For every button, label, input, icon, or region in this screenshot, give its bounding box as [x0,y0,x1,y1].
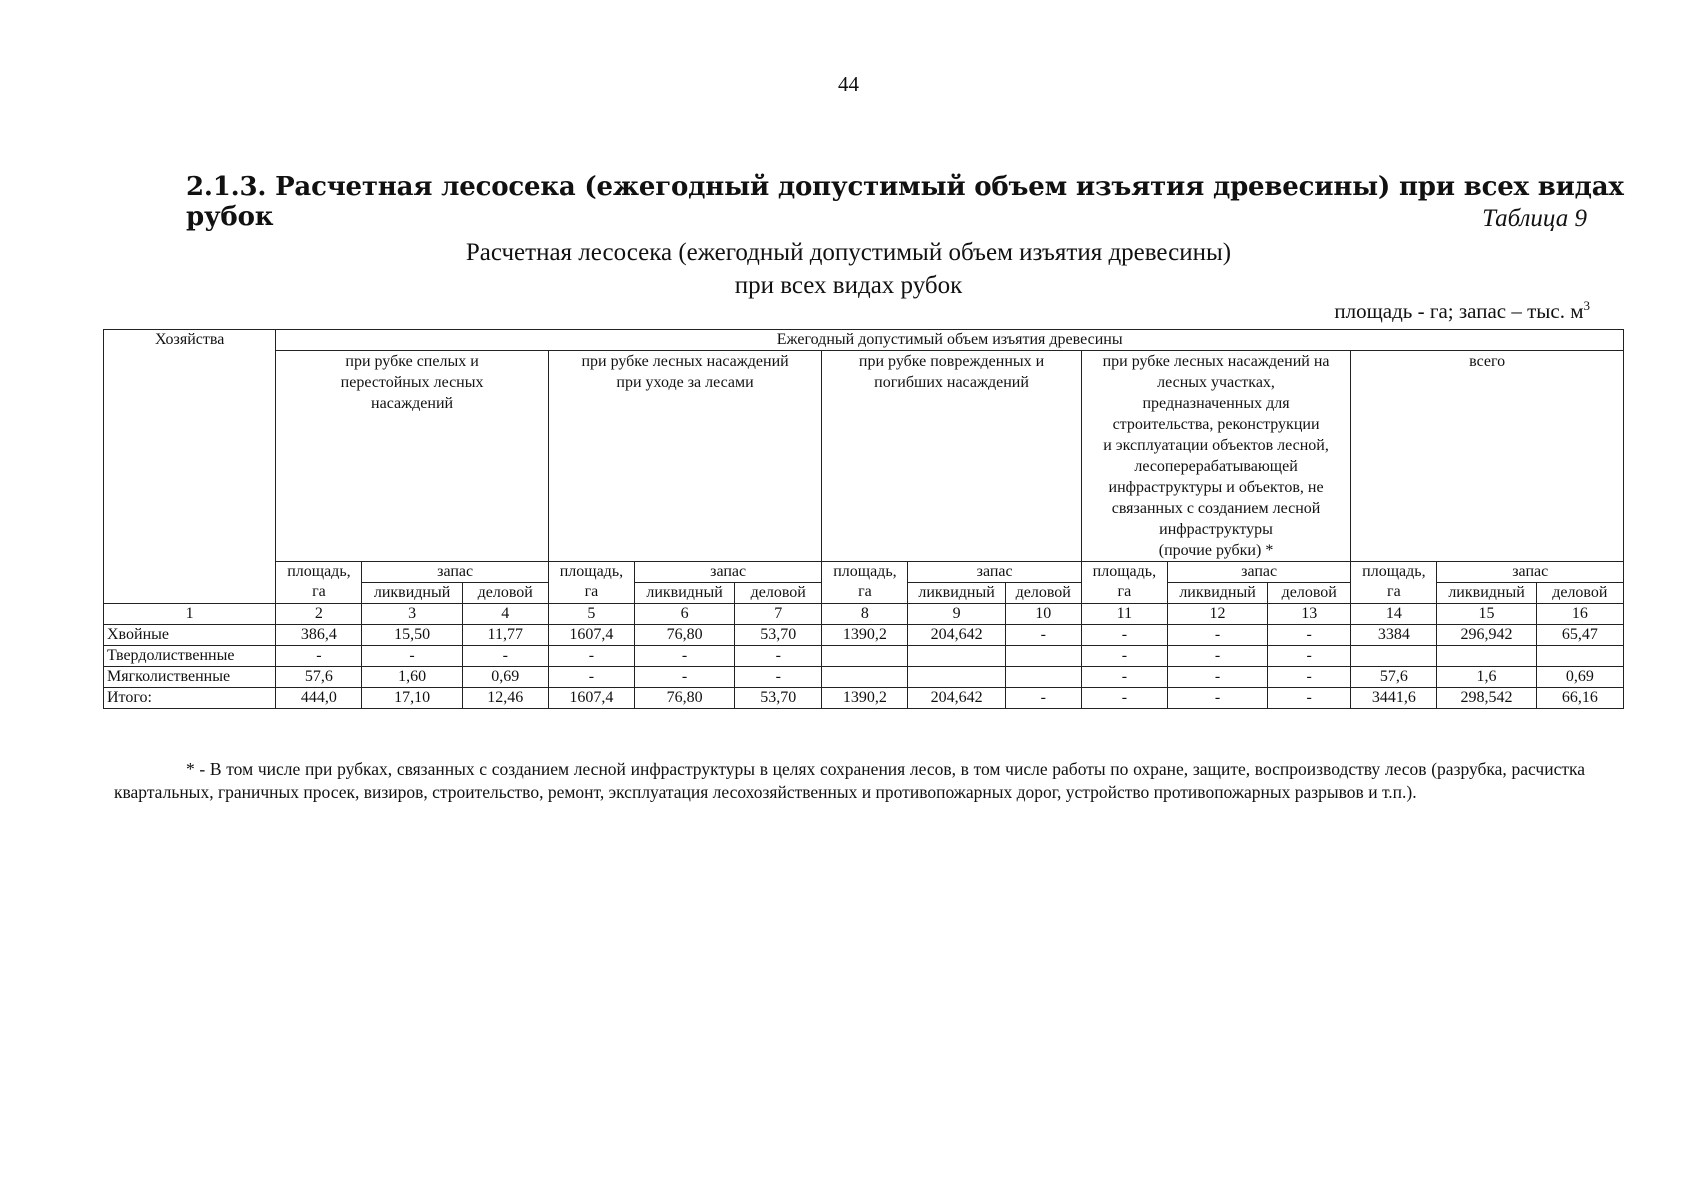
section-heading: 2.1.3. Расчетная лесосека (ежегодный допустимый объем изъятия древесины) при всех видах рубок [186,172,1624,232]
table-cell: 1,60 [362,667,462,688]
table-cell: - [276,646,362,667]
table-cell: - [634,667,734,688]
header-area: площадь, га [1351,562,1437,604]
table-cell: 1607,4 [548,625,634,646]
table-cell: - [1268,667,1351,688]
row-label: Итого: [104,688,276,709]
table-cell: - [1167,688,1267,709]
header-area: площадь, га [822,562,908,604]
column-number: 13 [1268,604,1351,625]
table-cell: - [634,646,734,667]
header-farms: Хозяйства [104,330,276,604]
table-cell: 76,80 [634,688,734,709]
table-cell: - [462,646,548,667]
column-number: 1 [104,604,276,625]
header-area: площадь, га [276,562,362,604]
header-stock: запас [908,562,1081,583]
table-cell: - [735,646,822,667]
table-cell: 444,0 [276,688,362,709]
page-number: 44 [838,72,859,96]
column-number: 15 [1437,604,1536,625]
column-number: 6 [634,604,734,625]
table-cell: 298,542 [1437,688,1536,709]
header-area: площадь, га [548,562,634,604]
table-row-conifers [104,625,1624,646]
header-business: деловой [1536,583,1623,604]
group-total: всего [1351,351,1624,562]
header-liquid: ликвидный [634,583,734,604]
table-cell: 1,6 [1437,667,1536,688]
table-cell [1005,646,1081,667]
table-cell [908,646,1005,667]
table-cell: 1390,2 [822,625,908,646]
table-cell: 66,16 [1536,688,1623,709]
table-cell: - [362,646,462,667]
table-cell: 0,69 [462,667,548,688]
table-cell: 3441,6 [1351,688,1437,709]
row-label: Мягколиственные [104,667,276,688]
table-cell [1351,646,1437,667]
header-liquid: ликвидный [362,583,462,604]
table-cell: - [1005,688,1081,709]
table-cell: 15,50 [362,625,462,646]
group-forest-care: при рубке лесных насаждений при уходе за лесами [548,351,822,562]
table-caption [0,236,1697,302]
table-cell [822,667,908,688]
table-cell: - [1167,625,1267,646]
table-cell: 1607,4 [548,688,634,709]
group-other-cuttings: при рубке лесных насаждений на лесных участках, предназначенных для строительства, реконструкции и эксплуатации объектов лесной, лесоперерабатывающей инфраструктуры и объектов, не связанных с созданием лесной инфраструктуры (прочие рубки) * [1081,351,1351,562]
table-cell: - [1005,625,1081,646]
header-annual-volume: Ежегодный допустимый объем изъятия древесины [276,330,1624,351]
table-caption-line1: Расчетная лесосека (ежегодный допустимый объем изъятия древесины) [465,239,1232,266]
units-superscript: 3 [1583,298,1590,313]
table-cell: - [1167,646,1267,667]
table-cell: 65,47 [1536,625,1623,646]
table-caption-line2: при всех видах рубок [734,272,963,299]
table-cell: - [1081,688,1167,709]
table-cell: 11,77 [462,625,548,646]
column-number-row [104,604,1624,625]
header-area: площадь, га [1081,562,1167,604]
column-number: 12 [1167,604,1267,625]
column-number: 9 [908,604,1005,625]
table-row-softwood [104,667,1624,688]
group-mature-overmature: при рубке спелых и перестойных лесных насаждений [276,351,549,562]
table-cell: 17,10 [362,688,462,709]
table-cell [1437,646,1536,667]
table-cell [1536,646,1623,667]
header-stock: запас [634,562,821,583]
column-number: 7 [735,604,822,625]
column-number: 16 [1536,604,1623,625]
group-damaged-dead: при рубке поврежденных и погибших насаждений [822,351,1081,562]
table-cell: 57,6 [1351,667,1437,688]
column-number: 3 [362,604,462,625]
header-business: деловой [1268,583,1351,604]
column-number: 10 [1005,604,1081,625]
table-cell: 53,70 [735,625,822,646]
column-number: 5 [548,604,634,625]
table-row-hardwood [104,646,1624,667]
row-label: Хвойные [104,625,276,646]
table-cell: - [1081,625,1167,646]
table-cell: 204,642 [908,625,1005,646]
table-cell [1005,667,1081,688]
header-stock: запас [362,562,548,583]
table-cell [822,646,908,667]
units-note [1334,298,1590,324]
column-number: 2 [276,604,362,625]
table-cell: 0,69 [1536,667,1623,688]
column-number: 11 [1081,604,1167,625]
header-business: деловой [735,583,822,604]
table-cell: 12,46 [462,688,548,709]
column-number: 4 [462,604,548,625]
table-cell: 76,80 [634,625,734,646]
table-cell: - [548,646,634,667]
table-cell: 57,6 [276,667,362,688]
header-liquid: ликвидный [1167,583,1267,604]
table-cell: - [548,667,634,688]
table-cell: - [1081,667,1167,688]
table-row-total [104,688,1624,709]
table-cell: 3384 [1351,625,1437,646]
row-label: Твердолиственные [104,646,276,667]
table-cell: - [1268,646,1351,667]
table-cell: - [1167,667,1267,688]
table-cell: - [1268,688,1351,709]
table-cell [908,667,1005,688]
column-number: 8 [822,604,908,625]
header-business: деловой [462,583,548,604]
header-liquid: ликвидный [1437,583,1536,604]
header-stock: запас [1167,562,1350,583]
header-business: деловой [1005,583,1081,604]
table-cell: - [1081,646,1167,667]
header-liquid: ликвидный [908,583,1005,604]
allowable-cut-table [103,329,1624,709]
table-cell: 53,70 [735,688,822,709]
column-number: 14 [1351,604,1437,625]
table-number: Таблица 9 [1482,205,1587,232]
header-stock: запас [1437,562,1624,583]
table-cell: 204,642 [908,688,1005,709]
table-cell: - [1268,625,1351,646]
units-text: площадь - га; запас – тыс. м [1334,299,1584,323]
header-row-3 [104,562,1624,583]
header-row-1 [104,330,1624,351]
header-row-2 [104,351,1624,562]
table-cell: 296,942 [1437,625,1536,646]
table-cell: 1390,2 [822,688,908,709]
table-cell: 386,4 [276,625,362,646]
footnote: * - В том числе при рубках, связанных с созданием лесной инфраструктуры в целях сохранения лесов, в том числе работы по охране, защите, воспроизводству лесов (разрубка, расчистка квартальных, граничных просек, визиров, строительство, ремонт, эксплуатация лесохозяйственных и противопожарных дорог, устройство противопожарных разрывов и т.п.). [114,759,1585,802]
table-cell: - [735,667,822,688]
